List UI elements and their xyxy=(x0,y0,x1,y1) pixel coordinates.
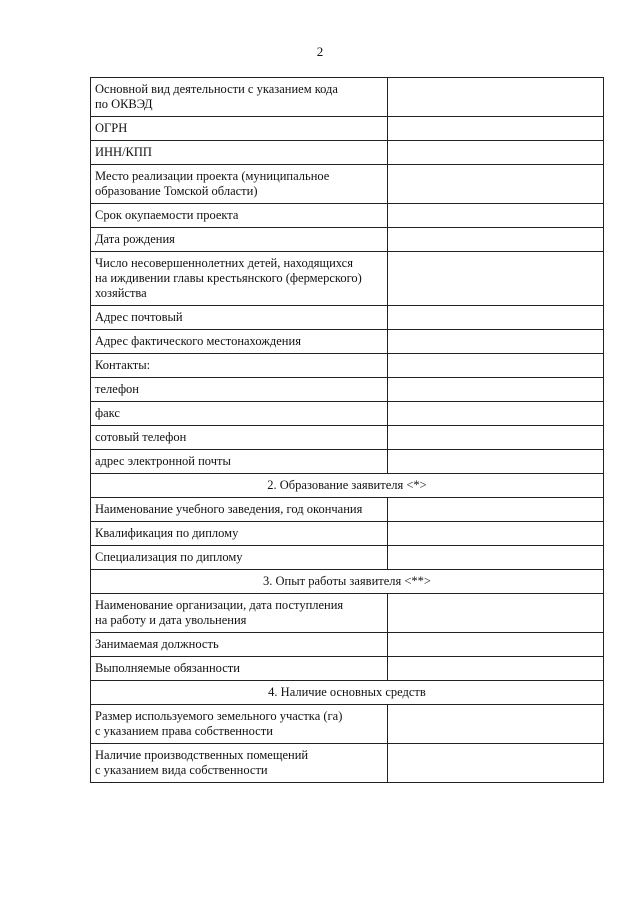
section-title: 3. Опыт работы заявителя <**> xyxy=(91,570,604,594)
field-label: Адрес фактического местонахождения xyxy=(91,330,388,354)
form-field-row xyxy=(91,204,604,228)
form-field-row xyxy=(91,228,604,252)
form-field-row xyxy=(91,705,604,744)
field-value-cell[interactable] xyxy=(388,354,604,378)
form-field-row xyxy=(91,165,604,204)
form-field-row xyxy=(91,633,604,657)
field-label: Выполняемые обязанности xyxy=(91,657,388,681)
field-value-cell[interactable] xyxy=(388,426,604,450)
field-label: Занимаемая должность xyxy=(91,633,388,657)
field-label: Специализация по диплому xyxy=(91,546,388,570)
field-value-cell[interactable] xyxy=(388,141,604,165)
form-field-row xyxy=(91,78,604,117)
section-header-row xyxy=(91,570,604,594)
section-header-row xyxy=(91,681,604,705)
field-value-cell[interactable] xyxy=(388,657,604,681)
field-label: факс xyxy=(91,402,388,426)
field-label: Наличие производственных помещений с указанием вида собственности xyxy=(91,744,388,783)
section-title: 2. Образование заявителя <*> xyxy=(91,474,604,498)
form-field-row xyxy=(91,498,604,522)
field-value-cell[interactable] xyxy=(388,78,604,117)
form-field-row xyxy=(91,657,604,681)
field-value-cell[interactable] xyxy=(388,450,604,474)
form-field-row xyxy=(91,594,604,633)
form-field-row xyxy=(91,117,604,141)
field-label: Адрес почтовый xyxy=(91,306,388,330)
field-value-cell[interactable] xyxy=(388,705,604,744)
section-title: 4. Наличие основных средств xyxy=(91,681,604,705)
field-value-cell[interactable] xyxy=(388,378,604,402)
field-label: Дата рождения xyxy=(91,228,388,252)
field-value-cell[interactable] xyxy=(388,546,604,570)
field-label: Размер используемого земельного участка (га) с указанием права собственности xyxy=(91,705,388,744)
section-header-row xyxy=(91,474,604,498)
form-field-row xyxy=(91,546,604,570)
field-label: ОГРН xyxy=(91,117,388,141)
field-value-cell[interactable] xyxy=(388,522,604,546)
application-form-table xyxy=(90,77,604,783)
form-field-row xyxy=(91,426,604,450)
field-label: Место реализации проекта (муниципальное образование Томской области) xyxy=(91,165,388,204)
page-number: 2 xyxy=(316,44,324,59)
field-value-cell[interactable] xyxy=(388,228,604,252)
field-value-cell[interactable] xyxy=(388,204,604,228)
field-value-cell[interactable] xyxy=(388,252,604,306)
form-field-row xyxy=(91,141,604,165)
form-field-row xyxy=(91,378,604,402)
field-value-cell[interactable] xyxy=(388,498,604,522)
form-field-row xyxy=(91,450,604,474)
field-value-cell[interactable] xyxy=(388,330,604,354)
field-label: сотовый телефон xyxy=(91,426,388,450)
form-field-row xyxy=(91,306,604,330)
field-label: Основной вид деятельности с указанием кода по ОКВЭД xyxy=(91,78,388,117)
field-label: телефон xyxy=(91,378,388,402)
field-value-cell[interactable] xyxy=(388,306,604,330)
form-field-row xyxy=(91,522,604,546)
field-value-cell[interactable] xyxy=(388,117,604,141)
form-field-row xyxy=(91,744,604,783)
field-value-cell[interactable] xyxy=(388,165,604,204)
form-field-row xyxy=(91,354,604,378)
field-label: Наименование учебного заведения, год окончания xyxy=(91,498,388,522)
field-value-cell[interactable] xyxy=(388,402,604,426)
field-value-cell[interactable] xyxy=(388,594,604,633)
form-field-row xyxy=(91,252,604,306)
form-field-row xyxy=(91,402,604,426)
field-label: Наименование организации, дата поступления на работу и дата увольнения xyxy=(91,594,388,633)
field-label: Срок окупаемости проекта xyxy=(91,204,388,228)
field-label: Число несовершеннолетних детей, находящихся на иждивении главы крестьянского (фермерского) хозяйства xyxy=(91,252,388,306)
field-value-cell[interactable] xyxy=(388,633,604,657)
field-label: Контакты: xyxy=(91,354,388,378)
field-label: Квалификация по диплому xyxy=(91,522,388,546)
form-field-row xyxy=(91,330,604,354)
form-table-body xyxy=(91,78,604,783)
field-label: ИНН/КПП xyxy=(91,141,388,165)
field-value-cell[interactable] xyxy=(388,744,604,783)
field-label: адрес электронной почты xyxy=(91,450,388,474)
